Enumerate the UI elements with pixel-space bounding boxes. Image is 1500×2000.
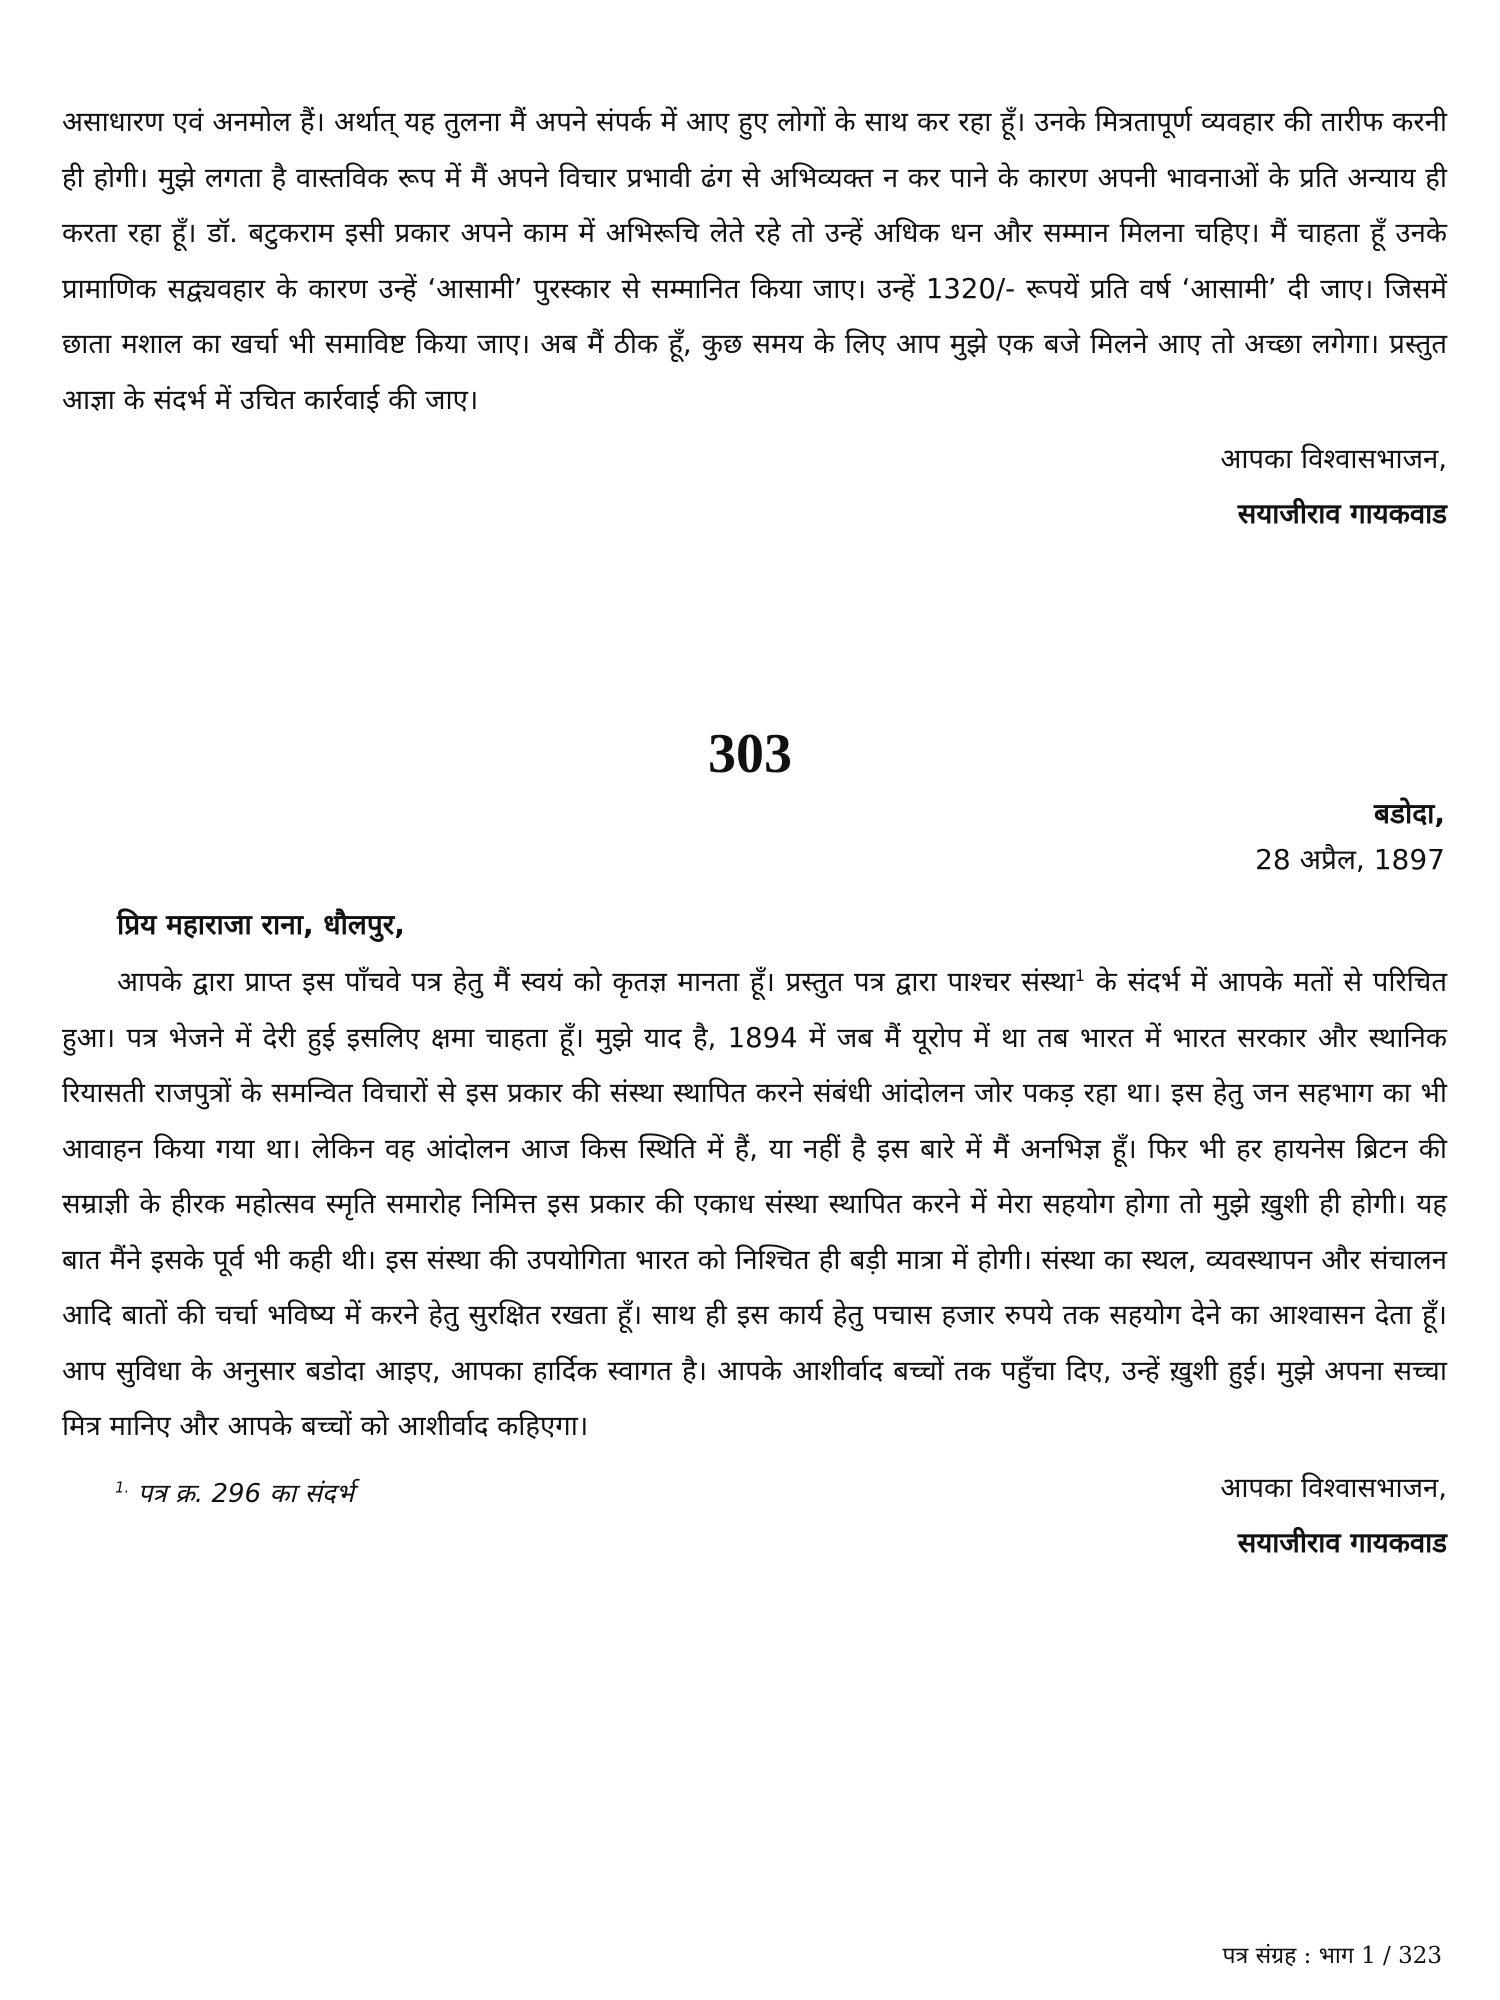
footnote [115,1474,354,1510]
letter-continued-signature: सयाजीराव गायकवाड [1237,498,1447,530]
letter-date: 28 अप्रैल, 1897 [1255,843,1445,876]
footnote-marker: 1 [1074,965,1086,985]
letter-signature: सयाजीराव गायकवाड [1237,1526,1447,1559]
footnote-text: पत्र क्र. 296 का संदर्भ [129,1479,354,1509]
letter-body-part2: के संदर्भ में आपके मतों से परिचित हुआ। पत्र भेजने में देरी हुई इसलिए क्षमा चाहता हूँ। मुझे याद है, 1894 में जब मैं यूरोप में था तब भारत में भारत सरकार और स्थानिक रियासती राजपुत्रों के समन्वित विचारों से इस प्रकार की संस्था स्थापित करने संबंधी आंदोलन जोर पकड़ रहा था। इस हेतु जन सहभाग का भी आवाहन किया गया था। लेकिन वह आंदोलन आज किस स्थिति में हैं, या नहीं है इस बारे में मैं अनभिज्ञ हूँ। फिर भी हर हायनेस ब्रिटन की सम्राज्ञी के हीरक महोत्सव स्मृति समारोह निमित्त इस प्रकार की एकाध संस्था स्थापित करने में मेरा सहयोग होगा तो मुझे ख़ुशी ही होगी। यह बात मैंने इसके पूर्व भी कही थी। इस संस्था की उपयोगिता भारत को निश्चित ही बड़ी मात्रा में होगी। संस्था का स्थल, व्यवस्थापन और संचालन आदि बातों की चर्चा भविष्य में करने हेतु सुरक्षित रखता हूँ। साथ ही इस कार्य हेतु पचास हजार रुपये तक सहयोग देने का आश्वासन देता हूँ। आप सुविधा के अनुसार बडोदा आइए, आपका हार्दिक स्वागत है। आपके आशीर्वाद बच्चों तक पहुँचा दिए, उन्हें ख़ुशी हुई। मुझे अपना सच्चा मित्र मानिए और आपके बच्चों को आशीर्वाद कहिएगा। [62,966,1448,1442]
letter-body-part1: आपके द्वारा प्राप्त इस पाँचवे पत्र हेतु मैं स्वयं को कृतज्ञ मानता हूँ। प्रस्तुत पत्र द्वारा पाश्चर संस्था [117,966,1075,998]
letter-continued-body: असाधारण एवं अनमोल हैं। अर्थात् यह तुलना मैं अपने संपर्क में आए हुए लोगों के साथ कर रहा हूँ। उनके मित्रतापूर्ण व्यवहार की तारीफ करनी ही होगी। मुझे लगता है वास्तविक रूप में मैं अपने विचार प्रभावी ढंग से अभिव्यक्त न कर पाने के कारण अपनी भावनाओं के प्रति अन्याय ही करता रहा हूँ। डॉ. बटुकराम इसी प्रकार अपने काम में अभिरूचि लेते रहे तो उन्हें अधिक धन और सम्मान मिलना चहिए। मैं चाहता हूँ उनके प्रामाणिक सद्व्यवहार के कारण उन्हें ‘आसामी’ पुरस्कार से सम्मानित किया जाए। उन्हें 1320/- रूपयें प्रति वर्ष ‘आसामी’ दी जाए। जिसमें छाता मशाल का खर्चा भी समाविष्ट किया जाए। अब मैं ठीक हूँ, कुछ समय के लिए आप मुझे एक बजे मिलने आए तो अच्छा लगेगा। प्रस्तुत आज्ञा के संदर्भ में उचित कार्रवाई की जाए। [62,106,1447,416]
letter-continued [62,95,1447,532]
letter-number: 303 [708,723,792,785]
letter-body [62,955,1447,1561]
letter-place: बडोदा, [1374,797,1445,830]
page-footer: पत्र संग्रह : भाग 1 / 323 [1222,1943,1442,1969]
letter-continued-closing: आपका विश्वासभाजन, [1220,443,1447,475]
letter-body-text [62,955,1447,1455]
footnote-number: 1. [115,1478,130,1497]
letter-salutation: प्रिय महाराजा राना, धौलपुर, [117,908,405,941]
letter-closing: आपका विश्वासभाजन, [1220,1471,1447,1504]
